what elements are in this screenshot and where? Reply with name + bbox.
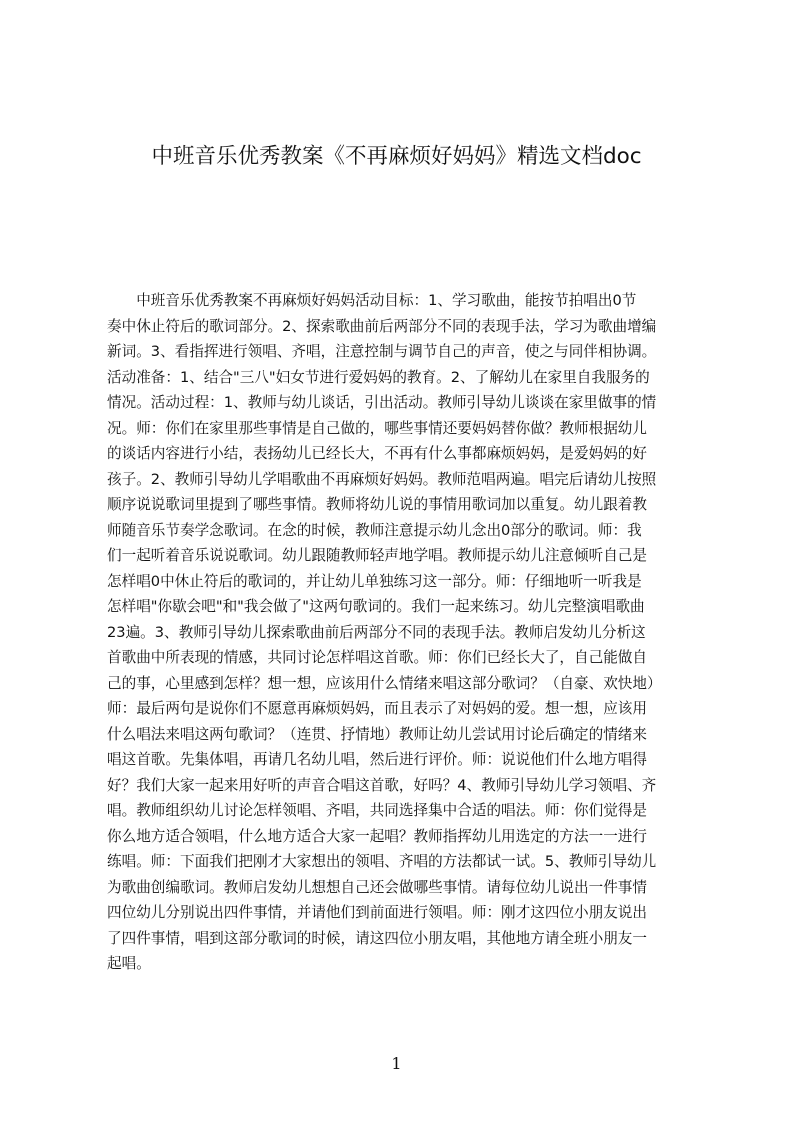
body-line: 中班音乐优秀教案不再麻烦好妈妈活动目标：1、学习歌曲，能按节拍唱出0节	[107, 292, 637, 309]
body-line: 师：最后两句是说你们不愿意再麻烦妈妈，而且表示了对妈妈的爱。想一想，应该用	[107, 700, 647, 717]
body-line: 怎样唱0中休止符后的歌词的，并让幼儿单独练习这一部分。师：仔细地听一听我是	[107, 572, 642, 590]
body-line: 们一起听着音乐说说歌词。幼儿跟随教师轻声地学唱。教师提示幼儿注意倾听自己是	[107, 547, 647, 564]
body-line: 况。师：你们在家里那些事情是自己做的，哪些事情还要妈妈替你做？教师根据幼儿	[107, 419, 647, 437]
body-line: 了四件事情，唱到这部分歌词的时候，请这四位小朋友唱，其他地方请全班小朋友一	[107, 929, 647, 947]
body-line: 怎样唱"你歇会吧"和"我会做了"这两句歌词的。我们一起来练习。幼儿完整演唱歌曲	[107, 598, 645, 615]
body-line: 起唱。	[107, 955, 151, 972]
body-line: 奏中休止符后的歌词部分。2、探索歌曲前后两部分不同的表现手法，学习为歌曲增编	[107, 317, 657, 335]
body-line: 什么唱法来唱这两句歌词？（连贯、抒情地）教师让幼儿尝试用讨论后确定的情绪来	[107, 725, 647, 743]
body-line: 23遍。3、教师引导幼儿探索歌曲前后两部分不同的表现手法。教师启发幼儿分析这	[107, 623, 646, 641]
page-number: 1	[391, 1054, 402, 1073]
body-line: 四位幼儿分别说出四件事情，并请他们到前面进行领唱。师：刚才这四位小朋友说出	[107, 904, 647, 921]
body-line: 顺序说说歌词里提到了哪些事情。教师将幼儿说的事情用歌词加以重复。幼儿跟着教	[107, 496, 647, 513]
body-line: 新词。3、看指挥进行领唱、齐唱，注意控制与调节自己的声音，使之与同伴相协调。	[107, 343, 657, 360]
document-body	[107, 288, 697, 977]
body-line: 练唱。师：下面我们把刚才大家想出的领唱、齐唱的方法都试一试。5、教师引导幼儿	[107, 853, 657, 870]
body-line: 师随音乐节奏学念歌词。在念的时候，教师注意提示幼儿念出0部分的歌词。师：我	[107, 521, 642, 539]
body-line: 好？我们大家一起来用好听的声音合唱这首歌，好吗？4、教师引导幼儿学习领唱、齐	[107, 776, 657, 794]
document-title: 中班音乐优秀教案《不再麻烦好妈妈》精选文档doc	[151, 144, 642, 169]
body-line: 唱这首歌。先集体唱，再请几名幼儿唱，然后进行评价。师：说说他们什么地方唱得	[107, 751, 647, 768]
body-line: 唱。教师组织幼儿讨论怎样领唱、齐唱，共同选择集中合适的唱法。师：你们觉得是	[107, 802, 647, 819]
body-line: 为歌曲创编歌词。教师启发幼儿想想自己还会做哪些事情。请每位幼儿说出一件事情	[107, 878, 647, 896]
body-line: 活动准备：1、结合"三八"妇女节进行爱妈妈的教育。2、了解幼儿在家里自我服务的	[107, 368, 650, 386]
body-line: 情况。活动过程：1、教师与幼儿谈话，引出活动。教师引导幼儿谈谈在家里做事的情	[107, 394, 657, 411]
body-line: 你么地方适合领唱，什么地方适合大家一起唱？教师指挥幼儿用选定的方法一一进行	[107, 827, 647, 845]
body-line: 己的事，心里感到怎样？想一想，应该用什么情绪来唱这部分歌词？（自豪、欢快地）	[107, 674, 662, 692]
body-line: 首歌曲中所表现的情感，共同讨论怎样唱这首歌。师：你们已经长大了，自己能做自	[107, 649, 647, 666]
body-line: 孩子。2、教师引导幼儿学唱歌曲不再麻烦好妈妈。教师范唱两遍。唱完后请幼儿按照	[107, 470, 657, 488]
body-line: 的谈话内容进行小结，表扬幼儿已经长大，不再有什么事都麻烦妈妈，是爱妈妈的好	[107, 445, 647, 462]
